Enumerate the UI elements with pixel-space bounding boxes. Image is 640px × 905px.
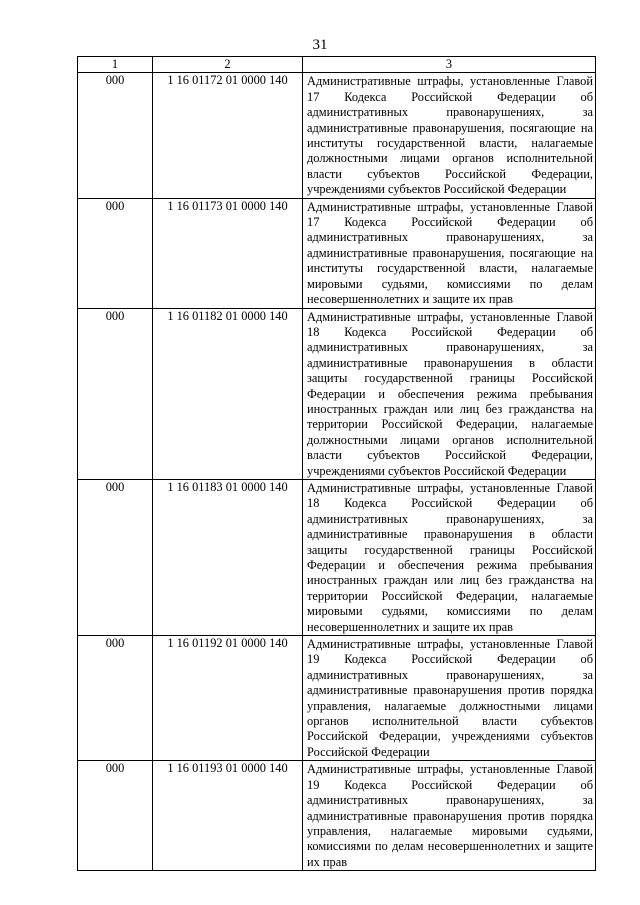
kbk-code-cell: 1 16 01172 01 0000 140 xyxy=(153,73,303,198)
revenue-name-cell: Административные штрафы, установленные Главой 17 Кодекса Российской Федерации об административных правонарушениях, за административные правонарушения, посягающие на институты государственной власти, налагаемые мировыми судьями, комиссиями по делам несовершеннолетних и защите их прав xyxy=(307,199,593,307)
table-header-row xyxy=(78,57,596,73)
administrator-code-cell: 000 xyxy=(78,761,153,871)
column-header-1: 1 xyxy=(78,57,153,73)
revenue-name-cell: Административные штрафы, установленные Главой 19 Кодекса Российской Федерации об административных правонарушениях, за административные правонарушения против порядка управления, налагаемые должностными лицами органов исполнительной власти субъектов Российской Федерации, учреждениями субъектов Российской Федерации xyxy=(307,637,593,759)
revenue-name-cell: Административные штрафы, установленные Главой 18 Кодекса Российской Федерации об административных правонарушениях, за административные правонарушения в области защиты государственной границы Российской Федерации и обеспечения режима пребывания иностранных граждан или лиц без гражданства на территории Российской Федерации, налагаемые должностными лицами органов исполнительной власти субъектов Российской Федерации, учреждениями субъектов Российской Федерации xyxy=(307,309,593,478)
revenue-name-cell: Административные штрафы, установленные Главой 18 Кодекса Российской Федерации об административных правонарушениях, за административные правонарушения в области защиты государственной границы Российской Федерации и обеспечения режима пребывания иностранных граждан или лиц без гражданства на территории Российской Федерации, налагаемые мировыми судьями, комиссиями по делам несовершеннолетних и защите их прав xyxy=(307,480,593,634)
kbk-code-cell: 1 16 01173 01 0000 140 xyxy=(153,198,303,308)
revenue-name-cell: Административные штрафы, установленные Главой 17 Кодекса Российской Федерации об административных правонарушениях, за административные правонарушения, посягающие на институты государственной власти, налагаемые должностными лицами органов исполнительной власти субъектов Российской Федерации, учреждениями субъектов Российской Федерации xyxy=(307,74,593,197)
administrator-code-cell: 000 xyxy=(78,73,153,198)
administrator-code-cell: 000 xyxy=(78,308,153,479)
budget-classification-table xyxy=(77,56,596,871)
kbk-code-cell: 1 16 01193 01 0000 140 xyxy=(153,761,303,871)
kbk-code-cell: 1 16 01192 01 0000 140 xyxy=(153,636,303,761)
page-number: 31 xyxy=(312,37,328,53)
administrator-code-cell: 000 xyxy=(78,198,153,308)
table-row xyxy=(78,636,596,761)
kbk-code-cell: 1 16 01182 01 0000 140 xyxy=(153,308,303,479)
column-header-3: 3 xyxy=(303,57,596,73)
administrator-code-cell: 000 xyxy=(78,479,153,635)
table-row xyxy=(78,308,596,479)
administrator-code-cell: 000 xyxy=(78,636,153,761)
kbk-code-cell: 1 16 01183 01 0000 140 xyxy=(153,479,303,635)
table-row xyxy=(78,198,596,308)
table-row xyxy=(78,479,596,635)
column-header-2: 2 xyxy=(153,57,303,73)
table-row xyxy=(78,73,596,198)
revenue-name-cell: Административные штрафы, установленные Главой 19 Кодекса Российской Федерации об административных правонарушениях, за административные правонарушения против порядка управления, налагаемые мировыми судьями, комиссиями по делам несовершеннолетних и защите их прав xyxy=(307,762,593,869)
table-row xyxy=(78,761,596,871)
